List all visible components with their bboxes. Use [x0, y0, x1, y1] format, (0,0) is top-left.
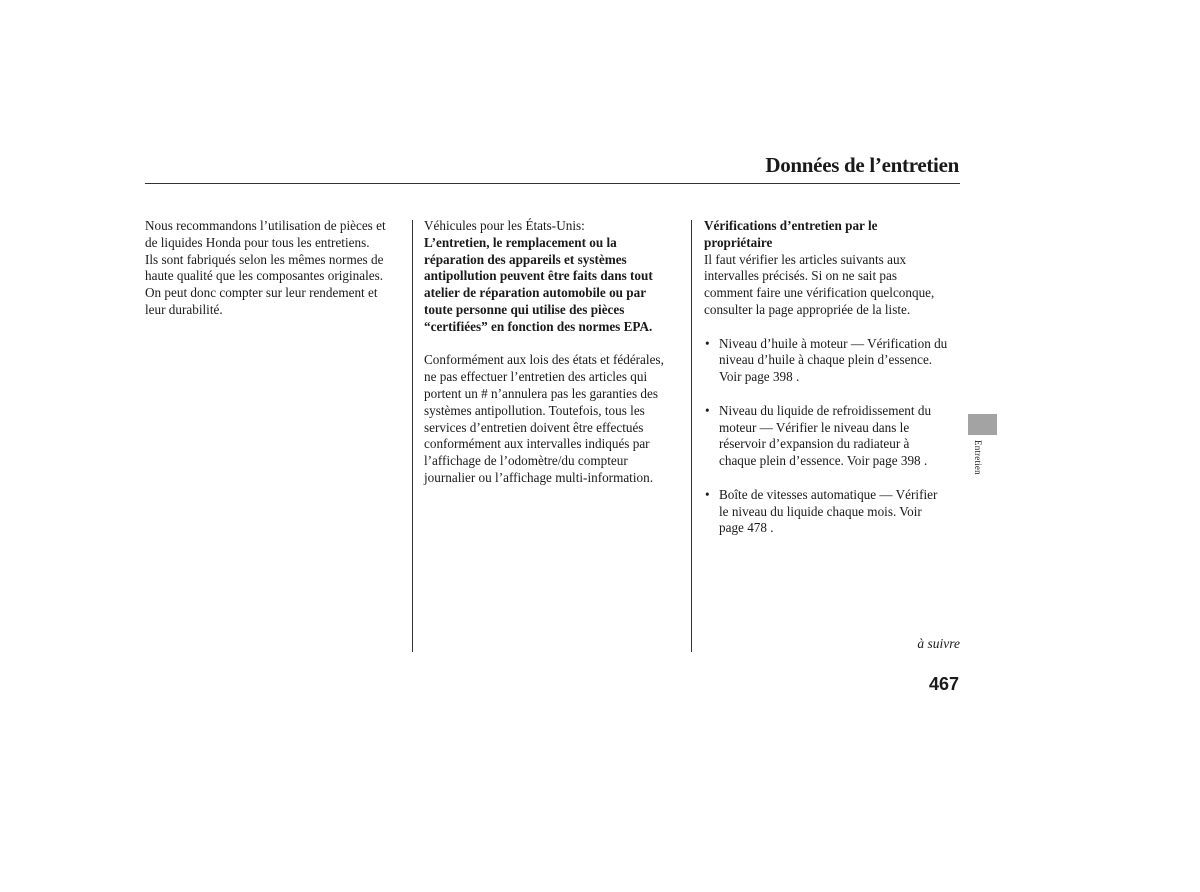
- text-line: intervalles précisés. Si on ne sait pas: [704, 268, 898, 284]
- section-tab-label: Entretien: [973, 440, 983, 475]
- text-line: niveau d’huile à chaque plein d’essence.: [719, 352, 933, 368]
- bold-line: réparation des appareils et systèmes: [424, 251, 627, 267]
- text-line: Nous recommandons l’utilisation de pièces et: [145, 218, 386, 233]
- bold-line: “certifiées” en fonction des normes EPA.: [424, 318, 653, 334]
- column-emissions: [424, 218, 686, 487]
- text-line: de liquides Honda pour tous les entretiens.: [145, 234, 370, 250]
- column-owner-checks: [704, 218, 962, 537]
- text-line: comment faire une vérification quelconque,: [704, 285, 935, 301]
- text-line: l’affichage de l’odomètre/du compteur: [424, 453, 628, 469]
- bullet-transmission: [704, 487, 962, 537]
- bullet-icon: •: [705, 486, 710, 502]
- section-heading: Vérifications d’entretien par le: [704, 218, 878, 233]
- text-line: Boîte de vitesses automatique — Vérifier: [719, 486, 938, 502]
- text-line: On peut donc compter sur leur rendement et: [145, 285, 378, 301]
- section-tab: [968, 414, 997, 435]
- page-number: 467: [928, 674, 959, 694]
- bold-line: toute personne qui utilise des pièces: [424, 301, 625, 317]
- text-line: Voir page 398 .: [719, 369, 800, 385]
- text-line: journalier ou l’affichage multi-information.: [424, 469, 653, 485]
- page-title: Données de l’entretien: [765, 153, 959, 177]
- bold-line: antipollution peuvent être faits dans tout: [424, 268, 653, 284]
- bullet-coolant: [704, 403, 962, 470]
- text-line: moteur — Vérifier le niveau dans le: [719, 419, 910, 435]
- text-line: chaque plein d’essence. Voir page 398 .: [719, 453, 928, 469]
- text-line: page 478 .: [719, 520, 774, 536]
- text-line: services d’entretien doivent être effectués: [424, 419, 644, 435]
- text-line: ne pas effectuer l’entretien des articles qui: [424, 369, 648, 385]
- header-rule: [145, 183, 960, 184]
- bullet-icon: •: [705, 335, 710, 351]
- us-vehicles-label: Véhicules pour les États-Unis:: [424, 218, 585, 233]
- text-line: Conformément aux lois des états et fédérales,: [424, 352, 664, 368]
- text-line: portent un # n’annulera pas les garanties des: [424, 385, 659, 401]
- text-line: conformément aux intervalles indiqués par: [424, 436, 650, 452]
- continued-note: à suivre: [917, 636, 960, 651]
- text-line: systèmes antipollution. Toutefois, tous les: [424, 402, 645, 418]
- text-line: consulter la page appropriée de la liste.: [704, 301, 911, 317]
- column-divider-left: [412, 220, 413, 652]
- column-intro: [145, 218, 403, 319]
- section-heading: propriétaire: [704, 234, 773, 250]
- bullet-icon: •: [705, 402, 710, 418]
- text-line: réservoir d’expansion du radiateur à: [719, 436, 910, 452]
- text-line: haute qualité que les composantes originales.: [145, 268, 384, 284]
- text-line: Niveau d’huile à moteur — Vérification du: [719, 335, 948, 351]
- text-line: le niveau du liquide chaque mois. Voir: [719, 503, 922, 519]
- text-line: Ils sont fabriqués selon les mêmes normes de: [145, 251, 384, 267]
- bold-line: atelier de réparation automobile ou par: [424, 285, 647, 301]
- text-line: leur durabilité.: [145, 301, 223, 317]
- bold-line: L’entretien, le remplacement ou la: [424, 234, 617, 250]
- text-line: Il faut vérifier les articles suivants aux: [704, 251, 907, 267]
- bullet-engine-oil: [704, 336, 962, 386]
- text-line: Niveau du liquide de refroidissement du: [719, 402, 932, 418]
- column-divider-right: [691, 220, 692, 652]
